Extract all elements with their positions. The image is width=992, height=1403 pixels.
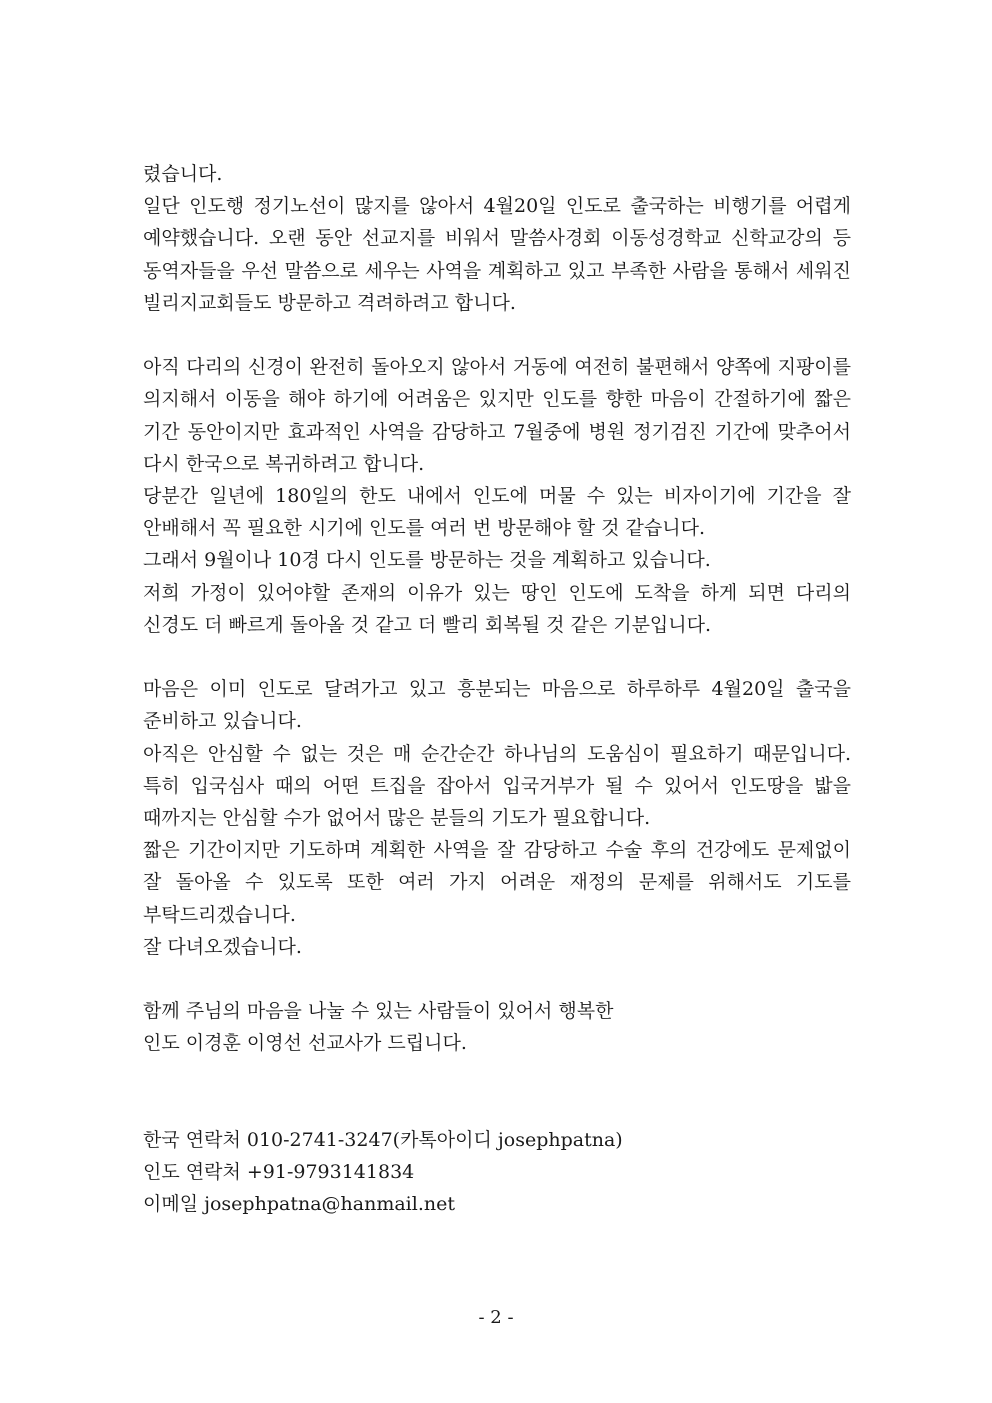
paragraph-flight-plan: 일단 인도행 정기노선이 많지를 않아서 4월20일 인도로 출국하는 비행기를 어렵게 예약했습니다. 오랜 동안 선교지를 비워서 말씀사경회 이동성경학교 신학교강의 등 동역자들을 우선 말씀으로 세우는 사역을 계획하고 있고 부족한 사람을 통해서 세워진 빌리지교회들도 방문하고 격려하려고 합니다.: [143, 195, 851, 314]
paragraph-immigration-concern: 아직은 안심할 수 없는 것은 매 순간순간 하나님의 도움심이 필요하기 때문입니다. 특히 입국심사 때의 어떤 트집을 잡아서 입국거부가 될 수 있어서 인도땅을 밟을 때까지는 안심할 수가 없어서 많은 분들의 기도가 필요합니다.: [143, 742, 851, 830]
contact-email: 이메일 josephpatna@hanmail.net: [143, 1193, 455, 1216]
signature-line: 인도 이경훈 이영선 선교사가 드립니다.: [143, 1032, 467, 1055]
paragraph-prayer-request: 짧은 기간이지만 기도하며 계획한 사역을 잘 감당하고 수술 후의 건강에도 문제없이 잘 돌아올 수 있도록 또한 여러 가지 어려운 재정의 문제를 위해서도 기도를 부탁드리겠습니다.: [143, 839, 851, 926]
contact-india: 인도 연락처 +91-9793141834: [143, 1161, 415, 1184]
paragraph-gap: [143, 641, 851, 673]
paragraph-next-visit: 그래서 9월이나 10경 다시 인도를 방문하는 것을 계획하고 있습니다.: [143, 549, 711, 572]
letter-body: [143, 158, 851, 1221]
closing-line: 함께 주님의 마음을 나눌 수 있는 사람들이 있어서 행복한: [143, 1000, 614, 1023]
paragraph-gap: [143, 963, 851, 995]
paragraph-hope: 저희 가정이 있어야할 존재의 이유가 있는 땅인 인도에 도착을 하게 되면 다리의 신경도 더 빠르게 돌아올 것 같고 더 빨리 회복될 것 같은 기분입니다.: [143, 581, 851, 636]
paragraph-farewell: 잘 다녀오겠습니다.: [143, 935, 302, 958]
paragraph-preparation: 마음은 이미 인도로 달려가고 있고 흥분되는 마음으로 하루하루 4월20일 출국을 준비하고 있습니다.: [143, 678, 851, 733]
paragraph-health-status: 아직 다리의 신경이 완전히 돌아오지 않아서 거동에 여전히 불편해서 양쪽에 지팡이를 의지해서 이동을 해야 하기에 어려움은 있지만 인도를 향한 마음이 간절하기에 짧은 기간 동안이지만 효과적인 사역을 감당하고 7월중에 병원 정기검진 기간에 맞추어서 다시 한국으로 복귀하려고 합니다.: [143, 356, 851, 475]
page-number: - 2 -: [478, 1307, 514, 1328]
section-gap: [143, 1060, 851, 1124]
paragraph-continuation: 렸습니다.: [143, 163, 223, 185]
paragraph-gap: [143, 319, 851, 351]
contact-korea: 한국 연락처 010-2741-3247(카톡아이디 josephpatna): [143, 1129, 623, 1152]
paragraph-visa: 당분간 일년에 180일의 한도 내에서 인도에 머물 수 있는 비자이기에 기간을 잘 안배해서 꼭 필요한 시기에 인도를 여러 번 방문해야 할 것 같습니다.: [143, 485, 851, 540]
